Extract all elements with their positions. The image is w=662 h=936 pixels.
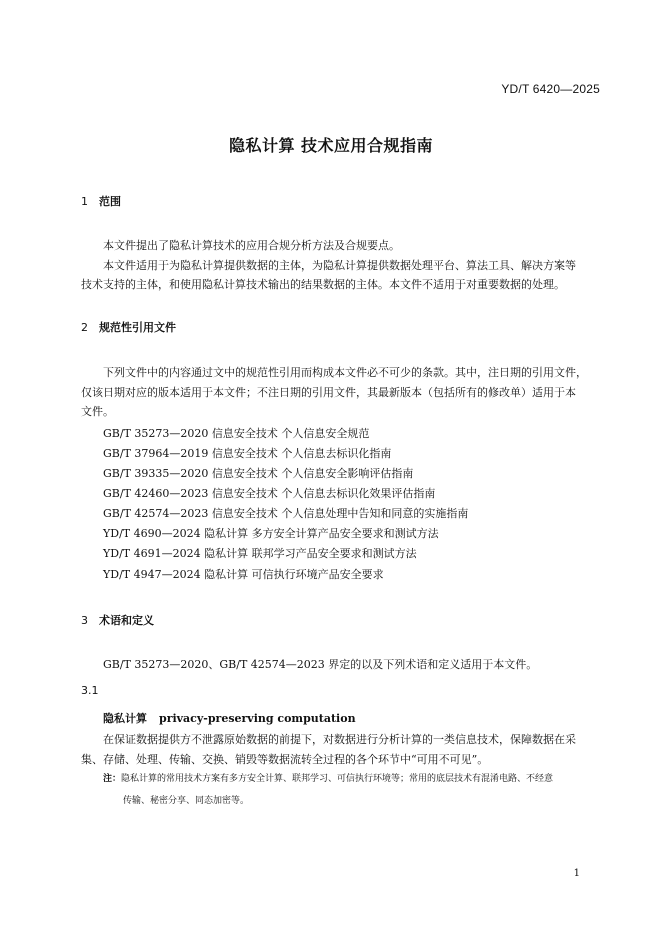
note-label: 注： [103, 774, 122, 784]
reference-item: GB/T 35273—2020 信息安全技术 个人信息安全规范 [103, 427, 370, 440]
reference-item: GB/T 39335—2020 信息安全技术 个人信息安全影响评估指南 [103, 467, 414, 480]
section-1-body [81, 236, 601, 295]
section-title: 术语和定义 [99, 614, 154, 627]
paragraph-line: 集、存储、处理、传输、交换、销毁等数据流转全过程的各个环节中“可用不可见”。 [81, 752, 489, 766]
paragraph-line: 技术支持的主体，和使用隐私计算技术输出的结果数据的主体。本文件不适用于对重要数据的处理。 [81, 278, 565, 291]
page-number: 1 [573, 868, 580, 879]
document-title: 隐私计算 技术应用合规指南 [228, 136, 434, 155]
section-title: 规范性引用文件 [99, 321, 176, 334]
paragraph-line: 本文件适用于为隐私计算提供数据的主体，为隐私计算提供数据处理平台、算法工具、解决方案等 [103, 258, 576, 272]
term-english: privacy-preserving computation [159, 712, 356, 725]
section-number: 2 [81, 321, 88, 334]
reference-item: YD/T 4947—2024 隐私计算 可信执行环境产品安全要求 [103, 568, 384, 581]
section-number: 3 [81, 614, 88, 627]
term-number: 3.1 [81, 684, 99, 697]
section-2-intro [81, 363, 601, 422]
note-line: 传输、秘密分享、同态加密等。 [123, 796, 250, 806]
term-heading [103, 710, 356, 726]
term-chinese: 隐私计算 [103, 712, 147, 725]
paragraph-line: 下列文件中的内容通过文中的规范性引用而构成本文件必不可少的条款。其中，注日期的引用文件， [103, 366, 587, 379]
reference-item: YD/T 4690—2024 隐私计算 多方安全计算产品安全要求和测试方法 [103, 527, 439, 540]
note-line [103, 768, 603, 790]
paragraph-line: 本文件提出了隐私计算技术的应用合规分析方法及合规要点。 [103, 239, 400, 252]
reference-item: GB/T 42574—2023 信息安全技术 个人信息处理中告知和同意的实施指南 [103, 507, 469, 520]
section-1-heading [81, 193, 121, 209]
term-definition [81, 730, 601, 769]
term-note [103, 768, 603, 812]
paragraph-line: 仅该日期对应的版本适用于本文件；不注日期的引用文件，其最新版本（包括所有的修改单）适用于本 [81, 385, 576, 399]
section-3-intro [81, 655, 601, 675]
standard-code: YD/T 6420—2025 [501, 82, 600, 96]
section-2-heading [81, 319, 176, 335]
reference-item: YD/T 4691—2024 隐私计算 联邦学习产品安全要求和测试方法 [103, 547, 417, 560]
section-3-heading [81, 612, 154, 628]
reference-item: GB/T 37964—2019 信息安全技术 个人信息去标识化指南 [103, 447, 392, 460]
section-title: 范围 [99, 195, 121, 208]
paragraph-line: GB/T 35273—2020、GB/T 42574—2023 界定的以及下列术语和定义适用于本文件。 [103, 658, 538, 671]
reference-item: GB/T 42460—2023 信息安全技术 个人信息去标识化效果评估指南 [103, 487, 436, 500]
note-text: 隐私计算的常用技术方案有多方安全计算、联邦学习、可信执行环境等；常用的底层技术有混淆电路、不经意 [121, 774, 554, 784]
paragraph-line: 在保证数据提供方不泄露原始数据的前提下，对数据进行分析计算的一类信息技术，保障数据在采 [103, 733, 576, 746]
section-number: 1 [81, 195, 88, 208]
paragraph-line: 文件。 [81, 405, 114, 418]
